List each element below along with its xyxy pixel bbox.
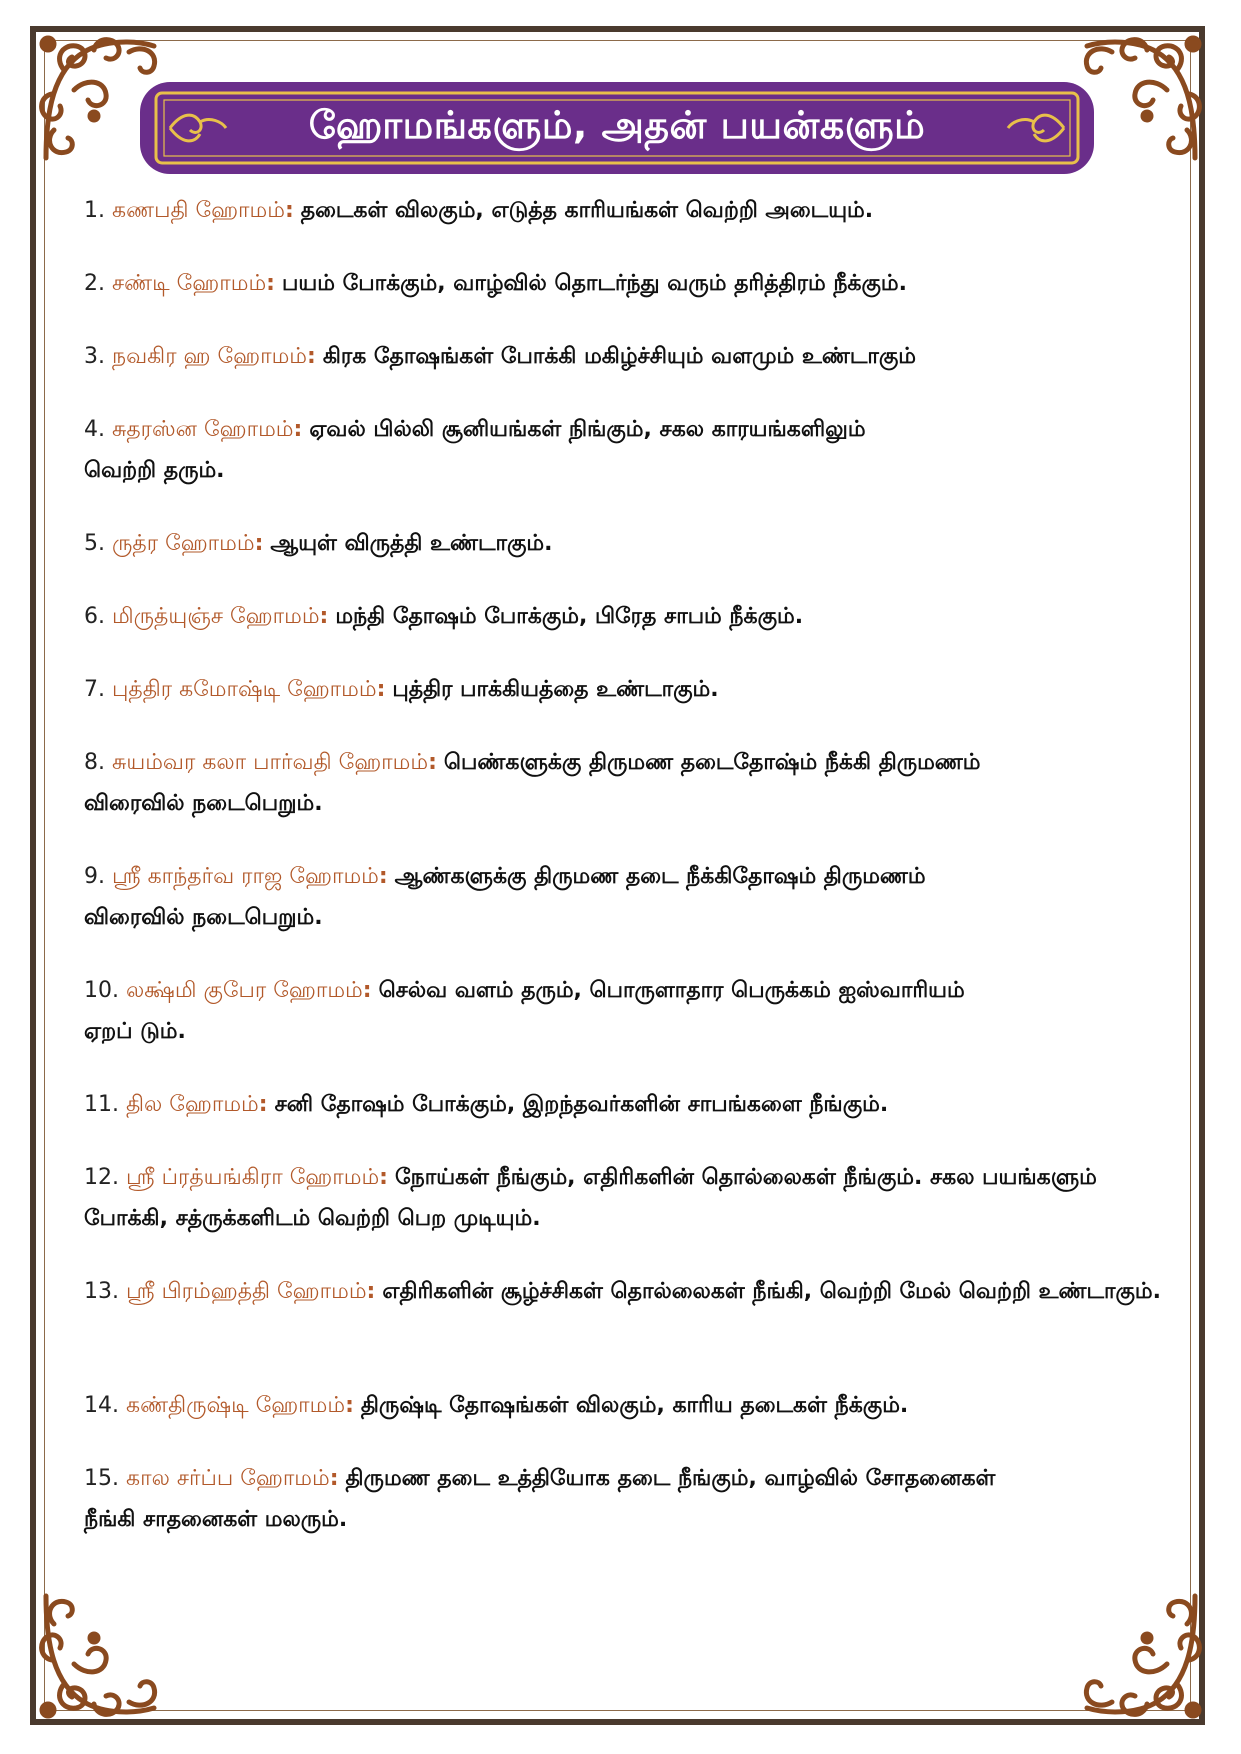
colon: : [254, 531, 264, 556]
homam-benefit: தடைகள் விலகும், எடுத்த காரியங்கள் வெற்றி அடையும். [300, 198, 874, 223]
homam-name: கணபதி ஹோமம் [112, 198, 285, 223]
homam-benefit: எதிரிகளின் சூழ்ச்சிகள் தொல்லைகள் நீங்கி, வெற்றி மேல் வெற்றி உண்டாகும். [382, 1279, 1161, 1304]
list-item [84, 523, 1164, 564]
colon: : [329, 1466, 339, 1491]
homam-name: மிருத்யுஞ்ச ஹோமம் [112, 604, 320, 629]
homam-name: சுயம்வர கலா பார்வதி ஹோமம் [112, 750, 429, 775]
item-number: 15. [84, 1466, 119, 1491]
list-item [84, 970, 984, 1052]
homam-name: ஸ்ரீ பிரம்ஹத்தி ஹோமம் [126, 1279, 367, 1304]
item-number: 14. [84, 1393, 119, 1418]
colon: : [345, 1393, 354, 1418]
item-number: 9. [84, 864, 105, 889]
homam-benefit: கிரக தோஷங்கள் போக்கி மகிழ்ச்சியும் வளமும் உண்டாகும் [322, 344, 916, 369]
colon: : [428, 750, 437, 775]
colon: : [307, 344, 316, 369]
item-number: 13. [84, 1279, 119, 1304]
homam-name: சுதரஸ்ன ஹோமம் [112, 417, 294, 442]
homam-name: கண்திருஷ்டி ஹோமம் [126, 1393, 346, 1418]
list-item [84, 1157, 1164, 1239]
list-item [84, 742, 1024, 824]
page-title: ஹோமங்களும், அதன் பயன்களும் [308, 103, 926, 147]
homam-benefit: பயம் போக்கும், வாழ்வில் தொடர்ந்து வரும் தரித்திரம் நீக்கும். [281, 271, 907, 296]
item-number: 7. [84, 677, 105, 702]
list-item [84, 1458, 1004, 1540]
list-item [84, 856, 984, 938]
item-number: 8. [84, 750, 105, 775]
item-number: 1. [84, 198, 105, 223]
item-number: 5. [84, 531, 105, 556]
homam-benefit: திருமண தடை உத்தியோக தடை நீங்கும், வாழ்வில் சோதனைகள் நீங்கி சாதனைகள் மலரும். [84, 1466, 996, 1532]
colon: : [362, 978, 372, 1003]
homam-name: ஸ்ரீ ப்ரத்யங்கிரா ஹோமம் [126, 1165, 380, 1190]
list-item [84, 190, 1164, 231]
list-item [84, 669, 1164, 710]
list-item [84, 409, 944, 491]
title-banner [140, 82, 1094, 174]
homam-benefit: ஆண்களுக்கு திருமண தடை நீக்கிதோஷம் திருமணம் விரைவில் நடைபெறும். [84, 864, 926, 930]
list-item [84, 336, 1164, 377]
list-item [84, 1385, 1164, 1426]
item-number: 6. [84, 604, 105, 629]
homam-benefit: நோய்கள் நீங்கும், எதிரிகளின் தொல்லைகள் நீங்கும். சகல பயங்களும் போக்கி, சத்ருக்களிடம் வெற்றி பெற முடியும். [84, 1165, 1097, 1231]
homam-benefit: திருஷ்டி தோஷங்கள் விலகும், காரிய தடைகள் நீக்கும். [360, 1393, 909, 1418]
list-item [84, 1271, 1164, 1312]
item-number: 2. [84, 271, 105, 296]
colon: : [378, 864, 388, 889]
colon: : [258, 1092, 268, 1117]
item-number: 12. [84, 1165, 119, 1190]
homam-name: ஸ்ரீ காந்தர்வ ராஜ ஹோமம் [112, 864, 379, 889]
corner-ornament-bottom-right [1067, 1584, 1207, 1724]
homam-benefit: ஆயுள் விருத்தி உண்டாகும். [270, 531, 553, 556]
homam-benefit: புத்திர பாக்கியத்தை உண்டாகும். [392, 677, 719, 702]
list-item [84, 263, 1164, 304]
item-number: 4. [84, 417, 105, 442]
colon: : [376, 677, 386, 702]
colon: : [319, 604, 329, 629]
homam-name: கால சர்ப்ப ஹோமம் [126, 1466, 330, 1491]
homam-name: நவகிர ஹ ஹோமம் [112, 344, 307, 369]
colon: : [266, 271, 275, 296]
list-item [84, 1084, 1164, 1125]
colon: : [293, 417, 303, 442]
colon: : [284, 198, 294, 223]
list-item [84, 596, 1164, 637]
item-number: 11. [84, 1092, 119, 1117]
homam-name: ருத்ர ஹோமம் [112, 531, 255, 556]
homam-benefit: பெண்களுக்கு திருமண தடைதோஷ்ம் நீக்கி திருமணம் விரைவில் நடைபெறும். [84, 750, 981, 816]
homam-benefit: மந்தி தோஷம் போக்கும், பிரேத சாபம் நீக்கும். [335, 604, 804, 629]
item-number: 10. [84, 978, 119, 1003]
homam-name: தில ஹோமம் [126, 1092, 259, 1117]
colon: : [379, 1165, 388, 1190]
homam-name: லக்ஷ்மி குபேர ஹோமம் [126, 978, 363, 1003]
homam-benefit: செல்வ வளம் தரும், பொருளாதார பெருக்கம் ஐஸ்வாரியம் ஏறப் டும். [84, 978, 965, 1044]
item-number: 3. [84, 344, 105, 369]
homam-name: புத்திர கமோஷ்டி ஹோமம் [112, 677, 377, 702]
homam-name: சண்டி ஹோமம் [112, 271, 267, 296]
homam-benefit: சனி தோஷம் போக்கும், இறந்தவர்களின் சாபங்களை நீங்கும். [274, 1092, 889, 1117]
homam-benefit: ஏவல் பில்லி சூனியங்கள் நிங்கும், சகல காரயங்களிலும் வெற்றி தரும். [84, 417, 866, 483]
colon: : [366, 1279, 376, 1304]
corner-ornament-bottom-left [34, 1584, 174, 1724]
